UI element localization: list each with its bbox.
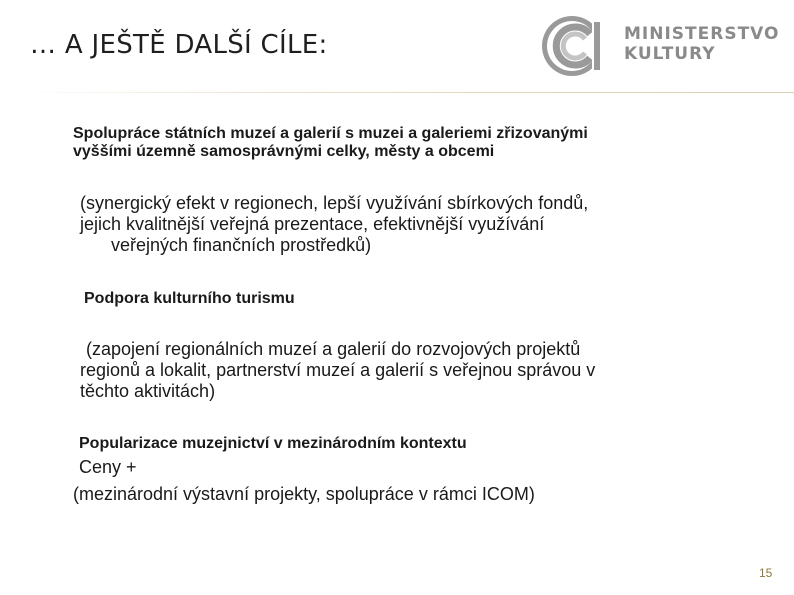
ministry-logo-text <box>624 24 780 64</box>
detail-1-line-1: (synergický efekt v regionech, lepší využívání sbírkových fondů, <box>80 193 589 213</box>
logo-line-1: MINISTERSTVO <box>624 24 780 44</box>
goal-2 <box>84 290 295 308</box>
detail-1-line-3: veřejných finančních prostředků) <box>111 235 372 255</box>
goal-1-line-2: vyššími územně samosprávnými celky, městy a obcemi <box>73 143 495 160</box>
goal-2-line-1: Podpora kulturního turismu <box>84 290 295 307</box>
ministry-logo-mark <box>538 14 608 78</box>
goal-3-line-1: Popularizace muzejnictví v mezinárodním kontextu <box>79 435 467 452</box>
detail-3 <box>73 484 535 505</box>
goal-1-line-1: Spolupráce státních muzeí a galerií s muzei a galeriemi zřizovanými <box>73 125 588 142</box>
detail-1 <box>80 193 588 256</box>
detail-2-line-2: regionů a lokalit, partnerství muzeí a galerií s veřejnou správou v <box>80 360 596 380</box>
detail-3-line-1: (mezinárodní výstavní projekty, spolupráce v rámci ICOM) <box>73 484 535 504</box>
ministry-logo <box>538 14 778 78</box>
goal-3-line-2: Ceny + <box>79 457 137 477</box>
page-number: 15 <box>759 566 773 580</box>
slide-title: … A JEŠTĚ DALŠÍ CÍLE: <box>30 30 328 60</box>
header-divider <box>20 92 794 93</box>
goal-3 <box>79 435 467 478</box>
detail-1-line-2: jejich kvalitnější veřejná prezentace, efektivnější využívání <box>80 214 545 234</box>
logo-line-2: KULTURY <box>624 44 716 64</box>
detail-2-line-1: (zapojení regionálních muzeí a galerií do rozvojových projektů <box>86 339 581 359</box>
detail-2 <box>80 339 595 402</box>
detail-2-line-3: těchto aktivitách) <box>80 381 216 401</box>
goal-1 <box>73 125 588 161</box>
